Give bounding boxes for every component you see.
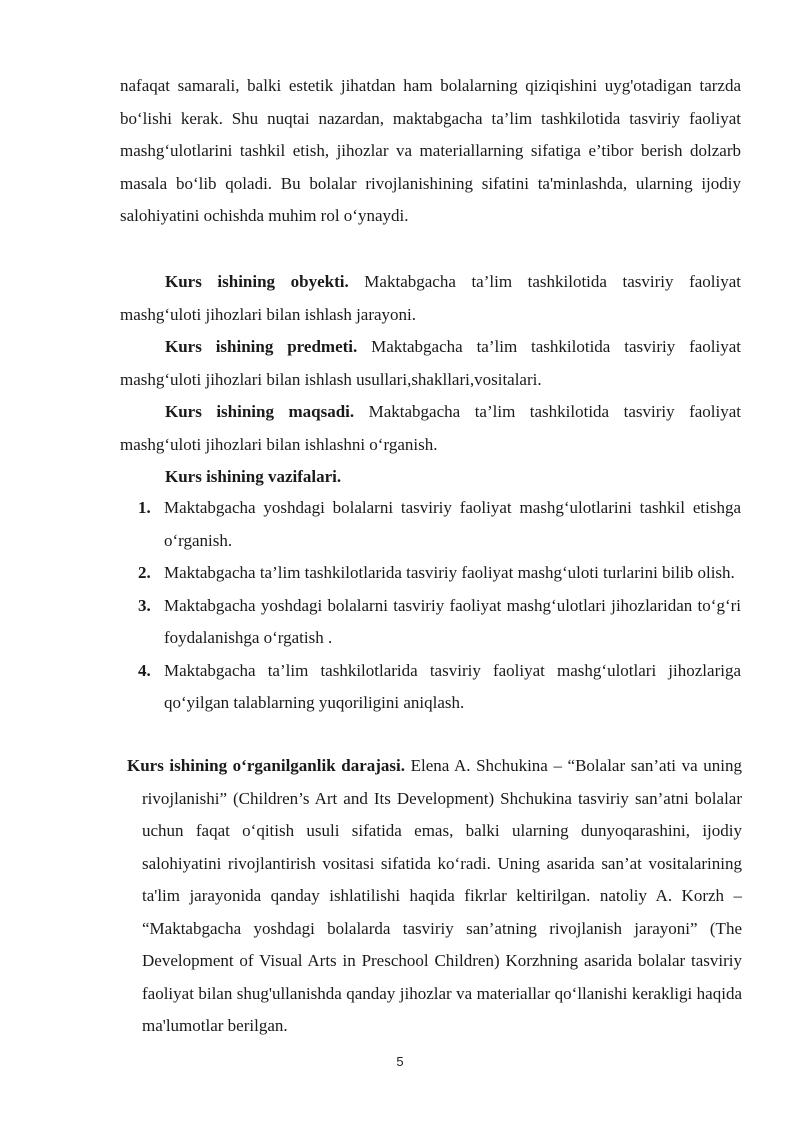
degree-paragraph	[127, 750, 742, 1043]
subject-text: Maktabgacha ta’lim tashkilotida tasviriy faoliyat mashg‘uloti jihozlari bilan ishlash usullari,shakllari,vositalari.	[120, 337, 741, 389]
goal-paragraph	[120, 396, 741, 461]
list-item-text: Maktabgacha yoshdagi bolalarni tasviriy faoliyat mashg‘ulotlari jihozlaridan to‘g‘ri foydalanishga o‘rgatish .	[164, 595, 741, 647]
list-item-number: 3.	[138, 595, 151, 615]
subject-label: Kurs ishining predmeti.	[165, 337, 358, 356]
definitions-section	[120, 266, 741, 494]
tasks-heading: Kurs ishining vazifalari.	[165, 467, 342, 486]
tasks-list	[120, 492, 741, 720]
list-item-number: 4.	[138, 660, 151, 680]
list-item	[120, 492, 741, 557]
page-number: 5	[396, 1054, 404, 1069]
list-item-text: Maktabgacha yoshdagi bolalarni tasviriy faoliyat mashg‘ulotlarini tashkil etishga o‘rganish.	[164, 498, 741, 550]
object-label: Kurs ishining obyekti.	[165, 272, 349, 291]
degree-label: Kurs ishining o‘rganilganlik darajasi.	[127, 756, 405, 775]
list-item	[120, 590, 741, 655]
subject-paragraph	[120, 331, 741, 396]
list-item-text: Maktabgacha ta’lim tashkilotlarida tasviriy faoliyat mashg‘ulotlari jihozlariga qo‘yilgan talablarning yuqoriligini aniqlash.	[164, 660, 741, 712]
goal-text: Maktabgacha ta’lim tashkilotida tasviriy faoliyat mashg‘uloti jihozlari bilan ishlashni o‘rganish.	[120, 402, 741, 454]
list-item-number: 1.	[138, 498, 151, 517]
goal-label: Kurs ishining maqsadi.	[165, 402, 355, 421]
list-item-text: Maktabgacha ta’lim tashkilotlarida tasviriy faoliyat mashg‘uloti turlarini bilib olish.	[164, 563, 735, 582]
degree-text: Elena A. Shchukina – “Bolalar san’ati va uning rivojlanishi” (Children’s Art and Its Development) Shchukina tasviriy san’atni bolalar uchun faqat o‘qitish usuli sifatida emas, balki ularning dunyoqarashini, ijodiy salohiyatini rivojlantirish vositasi sifatida ko‘radi. Uning asarida san’at vositalarining ta'lim jarayonida qanday ishlatilishi haqida fikrlar keltirilgan. natoliy A. Korzh – “Maktabgacha yoshdagi bolalarda tasviriy san’atning rivojlanish jarayoni” (The Development of Visual Arts in Preschool Children) Korzhning asarida bolalar tasviriy faoliyat bilan shug'ullanishda qanday jihozlar va materiallar qo‘llanishi kerakligi haqida ma'lumotlar berilgan.	[142, 756, 742, 1035]
object-text: Maktabgacha ta’lim tashkilotida tasviriy faoliyat mashg‘uloti jihozlari bilan ishlash jarayoni.	[120, 272, 742, 324]
list-item	[120, 557, 741, 590]
tasks-heading-paragraph	[120, 461, 741, 494]
intro-paragraph: nafaqat samarali, balki estetik jihatdan ham bolalarning qiziqishini uyg'otadigan tarzda bo‘lishi kerak. Shu nuqtai nazardan, maktabgacha ta’lim tashkilotida tasviriy faoliyat mashg‘ulotlarini tashkil etish, jihozlar va materiallarning sifatiga e’tibor berish dolzarb masala bo‘lib qoladi. Bu bolalar rivojlanishining sifatini ta'minlashda, ularning ijodiy salohiyatini ochishda muhim rol o‘ynaydi.	[120, 76, 741, 225]
list-item	[120, 655, 741, 720]
list-item-number: 2.	[138, 563, 151, 582]
object-paragraph	[120, 266, 741, 331]
